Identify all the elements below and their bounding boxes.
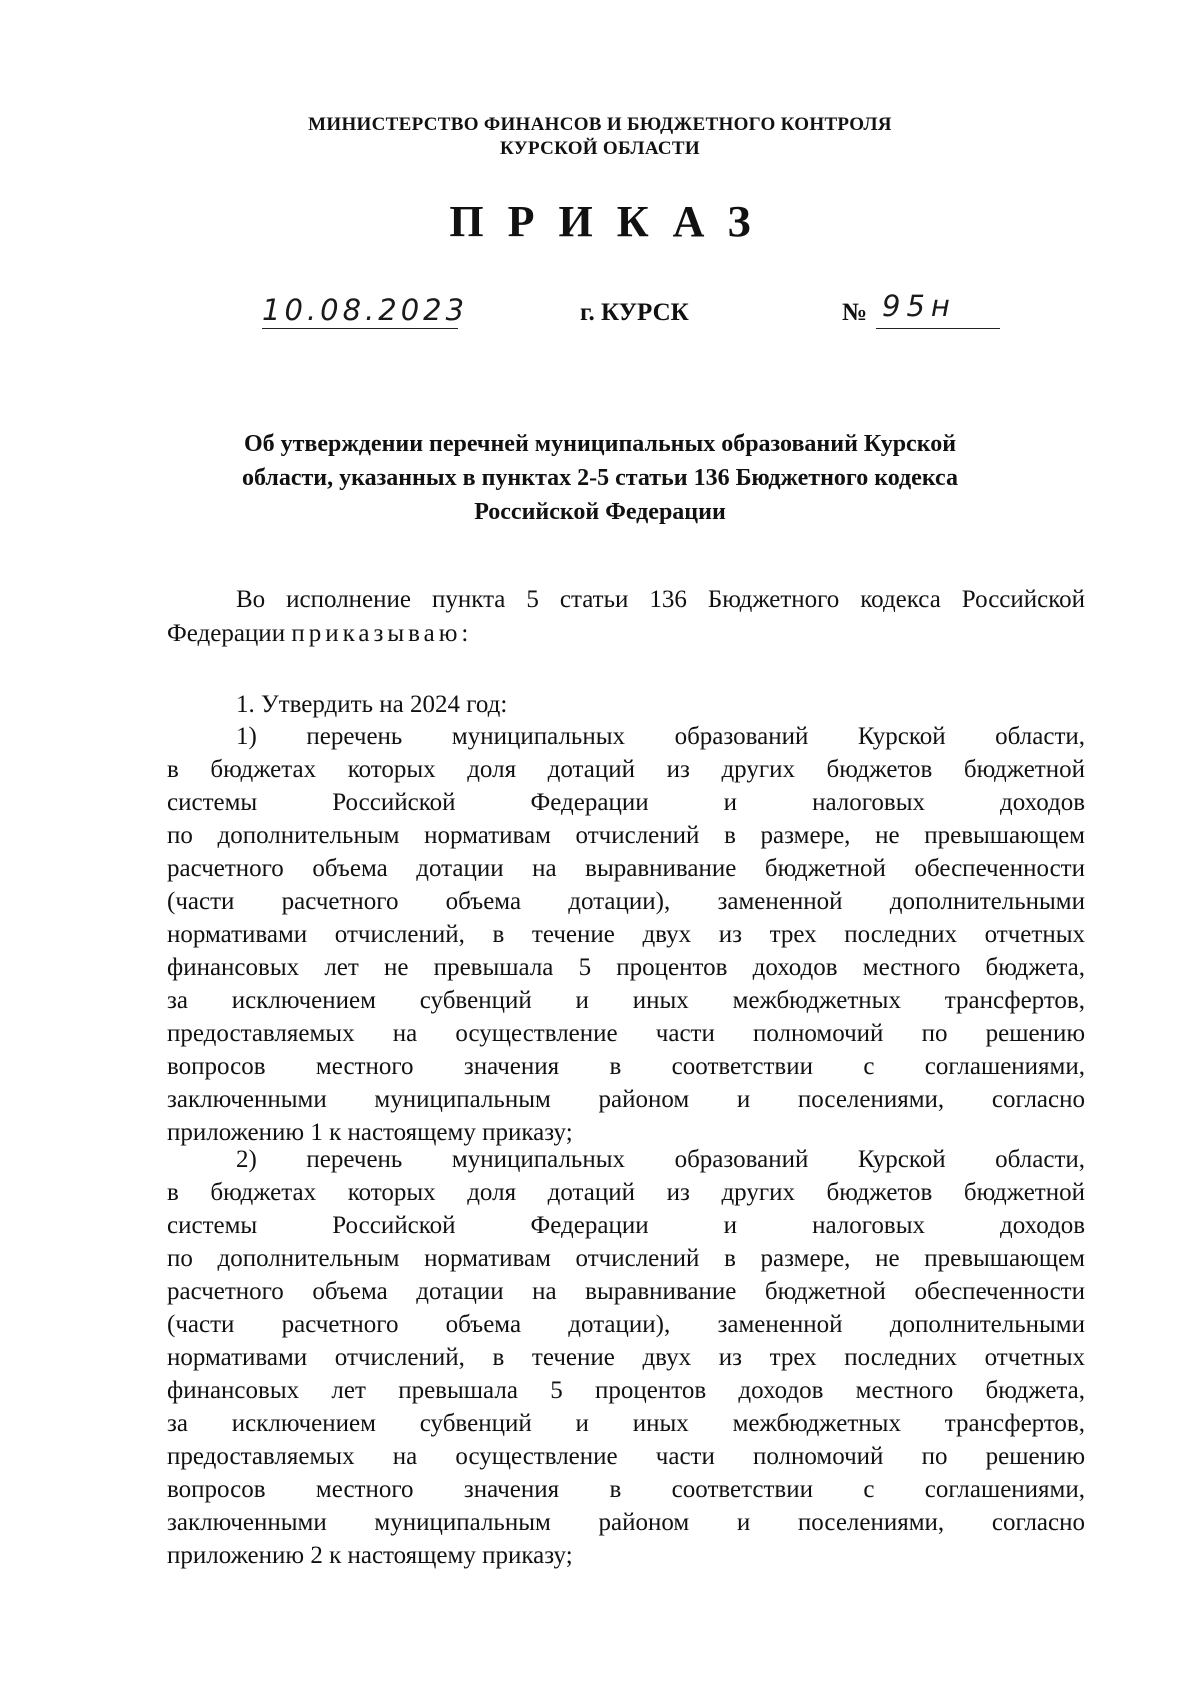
order-number-sign: № bbox=[842, 299, 868, 326]
preamble-line-2-start: Федерации bbox=[167, 620, 292, 647]
item-2-line-6: (части расчетного объема дотации), замененной дополнительными bbox=[167, 1311, 1085, 1338]
preamble-line-2 bbox=[167, 617, 1085, 650]
item-1-line-11: вопросов местного значения в соответствии с соглашениями, bbox=[167, 1053, 1085, 1080]
date-underline bbox=[262, 328, 458, 329]
item-2-line-10: предоставляемых на осуществление части полномочий по решению bbox=[167, 1443, 1085, 1470]
item-2-line-9: за исключением субвенций и иных межбюджетных трансфертов, bbox=[167, 1410, 1085, 1437]
item-2-line-13: приложению 2 к настоящему приказу; bbox=[167, 1542, 573, 1569]
order-date: 10.08.2023 bbox=[262, 293, 469, 327]
item-1-line-4: по дополнительным нормативам отчислений в размере, не превышающем bbox=[167, 822, 1085, 849]
subject-line-1: Об утверждении перечней муниципальных образований Курской bbox=[243, 431, 957, 457]
subject-line-3: Российской Федерации bbox=[474, 499, 726, 525]
item-1-line-12: заключенными муниципальным районом и поселениями, согласно bbox=[167, 1086, 1085, 1113]
item-1-line-9: за исключением субвенций и иных межбюджетных трансфертов, bbox=[167, 987, 1085, 1014]
item-2-line-4: по дополнительным нормативам отчислений в размере, не превышающем bbox=[167, 1245, 1085, 1272]
item-1-line-5: расчетного объема дотации на выравнивание бюджетной обеспеченности bbox=[167, 855, 1085, 882]
item-2-line-7: нормативами отчислений, в течение двух из трех последних отчетных bbox=[167, 1344, 1085, 1371]
item-2-line-2: в бюджетах которых доля дотаций из других бюджетов бюджетной bbox=[167, 1179, 1085, 1206]
item-1-line-8: финансовых лет не превышала 5 процентов доходов местного бюджета, bbox=[167, 954, 1085, 981]
ministry-name-line2: КУРСКОЙ ОБЛАСТИ bbox=[500, 138, 700, 159]
item-1-line-6: (части расчетного объема дотации), замененной дополнительными bbox=[167, 888, 1085, 915]
item-2-line-5: расчетного объема дотации на выравнивание бюджетной обеспеченности bbox=[167, 1278, 1085, 1305]
order-number: 95н bbox=[882, 289, 956, 323]
item-1-line-1: 1) перечень муниципальных образований Курской области, bbox=[236, 723, 1085, 750]
item-1-line-10: предоставляемых на осуществление части полномочий по решению bbox=[167, 1020, 1085, 1047]
preamble-line-1: Во исполнение пункта 5 статьи 136 Бюджетного кодекса Российской bbox=[236, 586, 1085, 613]
item-1-line-2: в бюджетах которых доля дотаций из других бюджетов бюджетной bbox=[167, 756, 1085, 783]
preamble-directive: приказываю: bbox=[291, 620, 473, 647]
order-city: г. КУРСК bbox=[580, 299, 689, 326]
number-underline bbox=[876, 328, 1000, 329]
item-2-line-11: вопросов местного значения в соответствии с соглашениями, bbox=[167, 1476, 1085, 1503]
item-2-line-12: заключенными муниципальным районом и поселениями, согласно bbox=[167, 1509, 1085, 1536]
item-1-line-3: системы Российской Федерации и налоговых доходов bbox=[167, 789, 1085, 816]
subject-line-2: области, указанных в пунктах 2-5 статьи 136 Бюджетного кодекса bbox=[241, 465, 958, 491]
item-2-line-8: финансовых лет превышала 5 процентов доходов местного бюджета, bbox=[167, 1377, 1085, 1404]
item-2-line-3: системы Российской Федерации и налоговых доходов bbox=[167, 1212, 1085, 1239]
item-1-line-13: приложению 1 к настоящему приказу; bbox=[167, 1119, 573, 1146]
item-1-line-7: нормативами отчислений, в течение двух из трех последних отчетных bbox=[167, 921, 1085, 948]
ministry-name-line1: МИНИСТЕРСТВО ФИНАНСОВ И БЮДЖЕТНОГО КОНТРОЛЯ bbox=[308, 114, 892, 135]
clause-1-heading: 1. Утвердить на 2024 год: bbox=[236, 691, 508, 718]
item-2-line-1: 2) перечень муниципальных образований Курской области, bbox=[236, 1146, 1085, 1173]
document-type-title: ПРИКАЗ bbox=[449, 197, 775, 246]
